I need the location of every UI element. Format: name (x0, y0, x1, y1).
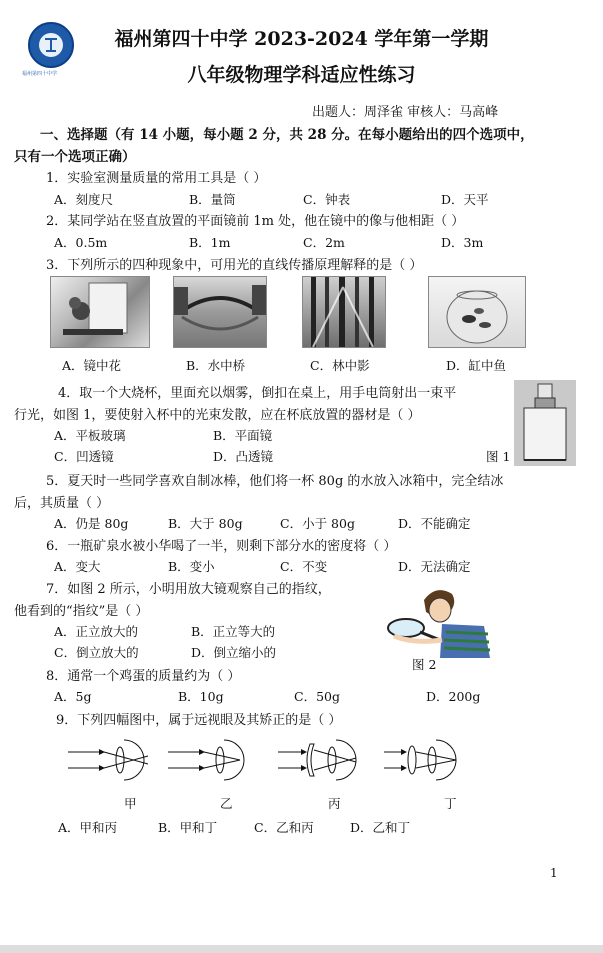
q5-option-c: C．小于 80g (280, 516, 355, 531)
question-3: 3．下列所示的四种现象中，可用光的直线传播原理解释的是（ ） (46, 258, 423, 273)
q8-option-b: B．10g (178, 689, 224, 704)
q7-option-b: B．正立等大的 (191, 624, 276, 639)
q4-option-b: B．平面镜 (213, 428, 273, 443)
q9-option-c: C．乙和丙 (254, 820, 314, 835)
eye-diagram-bing (278, 740, 356, 780)
q6-option-d: D．无法确定 (398, 559, 471, 574)
question-6: 6．一瓶矿泉水被小华喝了一半，则剩下部分水的密度将（ ） (46, 539, 397, 554)
q1-option-d: D．天平 (441, 192, 489, 207)
photo-forest-shadow (302, 276, 386, 348)
q2-option-b: B．1m (189, 235, 231, 250)
page-bottom-bar (0, 945, 603, 953)
q6-option-a: A．变大 (54, 559, 101, 574)
figure-eye-diagrams (64, 736, 464, 790)
section-heading: 一、选择题（有 14 小题，每小题 2 分，共 28 分。在每小题给出的四个选项中， (40, 127, 534, 143)
photo-bridge-water (173, 276, 267, 348)
eye-diagram-jia (68, 740, 148, 780)
q9-option-a: A．甲和丙 (58, 820, 118, 835)
q3-option-c: C．林中影 (310, 358, 370, 373)
q3-option-d: D．缸中鱼 (446, 358, 507, 373)
eye-diagram-ding (384, 740, 456, 780)
page-number: 1 (550, 866, 558, 880)
question-8: 8．通常一个鸡蛋的质量约为（ ） (46, 669, 241, 684)
figure-1-caption: 图 1 (486, 449, 511, 464)
eye-diagram-yi (168, 740, 244, 780)
figure-2-caption: 图 2 (412, 657, 437, 672)
q3-option-a: A．镜中花 (62, 358, 122, 373)
question-7-line2: 他看到的“指纹”是（ ） (14, 604, 149, 619)
q4-option-d: D．凸透镜 (213, 449, 274, 464)
q6-option-c: C．不变 (280, 559, 328, 574)
question-4-line1: 4．取一个大烧杯，里面充以烟雾，倒扣在桌上，用手电筒射出一束平 (58, 386, 457, 401)
question-2: 2．某同学站在竖直放置的平面镜前 1m 处，他在镜中的像与他相距（ ） (46, 214, 465, 229)
section-heading-cont: 只有一个选项正确） (14, 149, 136, 165)
title-line-2: 八年级物理学科适应性练习 (187, 64, 416, 86)
photo-flower-mirror (50, 276, 150, 348)
eye-label-jia: 甲 (124, 796, 137, 811)
q9-option-b: B．甲和丁 (158, 820, 218, 835)
q1-option-a: A．刻度尺 (54, 192, 114, 207)
q5-option-b: B．大于 80g (168, 516, 243, 531)
q2-option-d: D．3m (441, 235, 484, 250)
question-5-line1: 5．夏天时一些同学喜欢自制冰棒，他们将一杯 80g 的水放入冰箱中，完全结冰 (46, 474, 504, 489)
question-4-line2: 行光，如图 1，要使射入杯中的光束发散，应在杯底放置的器材是（ ） (14, 408, 421, 423)
q1-option-b: B．量筒 (189, 192, 236, 207)
eye-label-ding: 丁 (444, 796, 457, 811)
question-5-line2: 后，其质量（ ） (14, 496, 110, 511)
q2-option-c: C．2m (303, 235, 345, 250)
eye-label-bing: 丙 (328, 796, 341, 811)
authors: 出题人：周泽雀 审核人：马高峰 (312, 105, 499, 120)
question-1: 1．实验室测量质量的常用工具是（ ） (46, 171, 267, 186)
q5-option-d: D．不能确定 (398, 516, 471, 531)
q3-option-b: B．水中桥 (186, 358, 246, 373)
photo-fish-tank (428, 276, 526, 348)
title-line-1: 福州第四十中学 2023-2024 学年第一学期 (114, 28, 489, 50)
q6-option-b: B．变小 (168, 559, 215, 574)
logo-caption: 福州第四十中学 (22, 71, 58, 77)
q8-option-c: C．50g (294, 689, 340, 704)
q1-option-c: C．钟表 (303, 192, 351, 207)
q7-option-c: C．倒立放大的 (54, 645, 139, 660)
q9-option-d: D．乙和丁 (350, 820, 411, 835)
q2-option-a: A．0.5m (54, 235, 108, 250)
q7-option-a: A．正立放大的 (54, 624, 139, 639)
question-7-line1: 7．如图 2 所示，小明用放大镜观察自己的指纹， (46, 582, 331, 597)
q4-option-a: A．平板玻璃 (54, 428, 126, 443)
q4-option-c: C．凹透镜 (54, 449, 114, 464)
q8-option-d: D．200g (426, 689, 481, 704)
figure-2-boy-magnifier (384, 582, 494, 658)
figure-1-beaker (514, 380, 576, 466)
q7-option-d: D．倒立缩小的 (191, 645, 277, 660)
q8-option-a: A．5g (54, 689, 92, 704)
question-9: 9．下列四幅图中，属于远视眼及其矫正的是（ ） (56, 713, 342, 728)
eye-label-yi: 乙 (220, 796, 233, 811)
q5-option-a: A．仍是 80g (54, 516, 129, 531)
